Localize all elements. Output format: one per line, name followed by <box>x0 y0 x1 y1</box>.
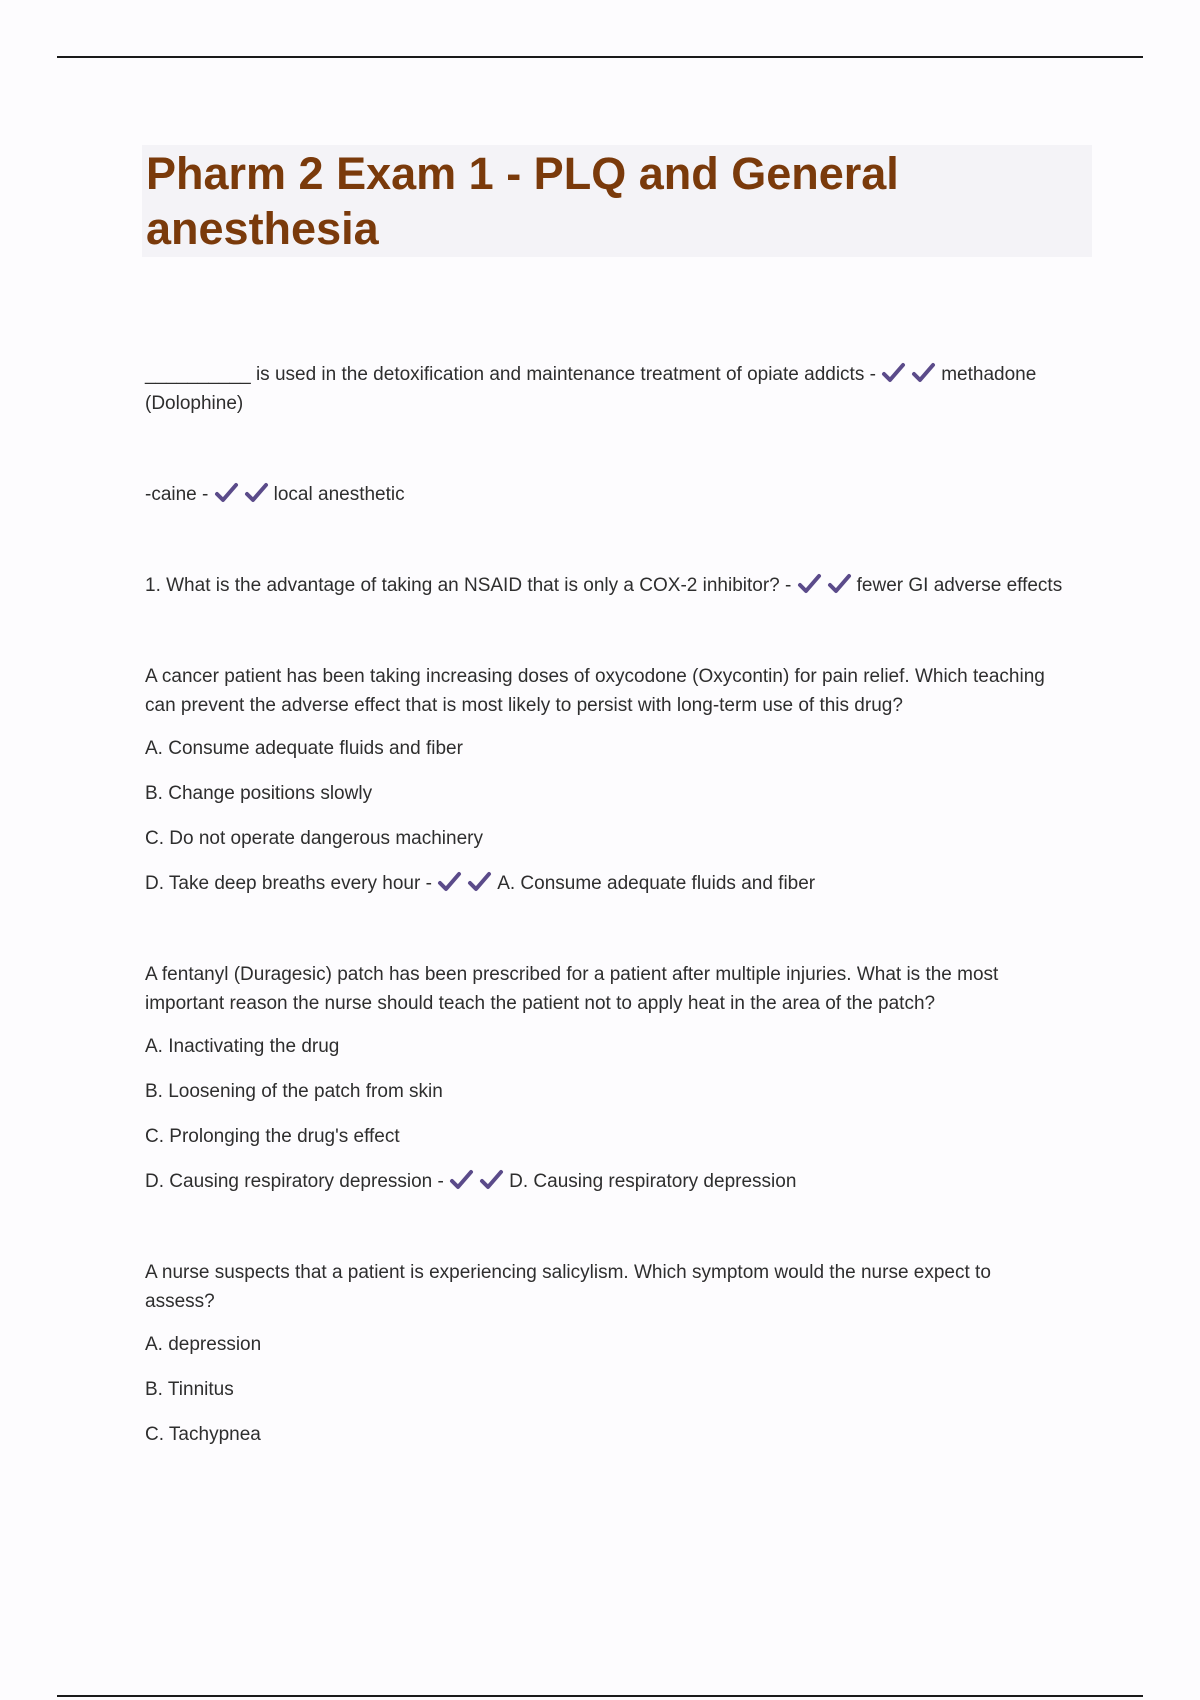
answer-option <box>145 1077 1065 1106</box>
double-check-icon <box>449 1171 509 1192</box>
check-icon <box>479 1169 505 1191</box>
flashcard <box>145 480 1065 509</box>
question-text <box>145 360 1065 418</box>
bottom-rule <box>57 1695 1143 1697</box>
question-label: 1. What is the advantage of taking an NSAID that is only a COX-2 inhibitor? - <box>145 575 792 596</box>
question-label: A nurse suspects that a patient is experiencing salicylism. Which symptom would the nurse expect to assess? <box>145 1262 991 1312</box>
check-icon <box>911 362 937 384</box>
question-text <box>145 662 1065 720</box>
answer-option <box>145 869 1065 898</box>
check-icon <box>437 871 463 893</box>
double-check-icon <box>881 364 941 385</box>
flashcard <box>145 571 1065 600</box>
answer-text: D. Causing respiratory depression <box>509 1171 797 1192</box>
answer-text: A. Consume adequate fluids and fiber <box>497 873 816 894</box>
option-label: B. Change positions slowly <box>145 783 373 804</box>
double-check-icon <box>797 575 857 596</box>
question-label: -caine - <box>145 484 209 505</box>
double-check-icon <box>214 484 274 505</box>
answer-option <box>145 1122 1065 1151</box>
answer-option <box>145 734 1065 763</box>
option-label: C. Prolonging the drug's effect <box>145 1126 400 1147</box>
option-label: B. Loosening of the patch from skin <box>145 1081 443 1102</box>
option-label: D. Causing respiratory depression - <box>145 1171 444 1192</box>
answer-text: local anesthetic <box>273 484 405 505</box>
question-text <box>145 571 1065 600</box>
answer-option <box>145 1420 1065 1449</box>
top-rule <box>57 56 1143 58</box>
flashcard <box>145 662 1065 898</box>
option-label: A. Consume adequate fluids and fiber <box>145 738 463 759</box>
flashcard <box>145 1258 1065 1449</box>
flashcard <box>145 360 1065 418</box>
question-label: A cancer patient has been taking increasing doses of oxycodone (Oxycontin) for pain relief. Which teaching can prevent the adverse effect that is most likely to persist with long-term use of this drug? <box>145 666 1045 716</box>
question-text <box>145 960 1065 1018</box>
check-icon <box>244 482 270 504</box>
answer-option <box>145 1330 1065 1359</box>
option-label: C. Tachypnea <box>145 1424 261 1445</box>
double-check-icon <box>437 873 497 894</box>
answer-option <box>145 779 1065 808</box>
document-title: Pharm 2 Exam 1 - PLQ and General anesthesia <box>146 148 899 254</box>
answer-option <box>145 1032 1065 1061</box>
option-label: A. Inactivating the drug <box>145 1036 340 1057</box>
check-icon <box>467 871 493 893</box>
check-icon <box>797 573 823 595</box>
check-icon <box>827 573 853 595</box>
check-icon <box>881 362 907 384</box>
option-label: A. depression <box>145 1334 262 1355</box>
question-text <box>145 480 1065 509</box>
question-label: A fentanyl (Duragesic) patch has been prescribed for a patient after multiple injuries. What is the most important reason the nurse should teach the patient not to apply heat in the area of the patch? <box>145 964 999 1014</box>
answer-option <box>145 1375 1065 1404</box>
option-label: B. Tinnitus <box>145 1379 234 1400</box>
check-icon <box>449 1169 475 1191</box>
check-icon <box>214 482 240 504</box>
answer-text: fewer GI adverse effects <box>856 575 1063 596</box>
flashcard <box>145 960 1065 1196</box>
flashcard-list <box>145 300 1065 1449</box>
answer-option <box>145 1167 1065 1196</box>
question-label: __________ is used in the detoxification and maintenance treatment of opiate addicts - <box>145 364 876 385</box>
option-label: C. Do not operate dangerous machinery <box>145 828 483 849</box>
option-label: D. Take deep breaths every hour - <box>145 873 432 894</box>
answer-text: methadone (Dolophine) <box>145 364 1037 414</box>
question-text <box>145 1258 1065 1316</box>
answer-option <box>145 824 1065 853</box>
